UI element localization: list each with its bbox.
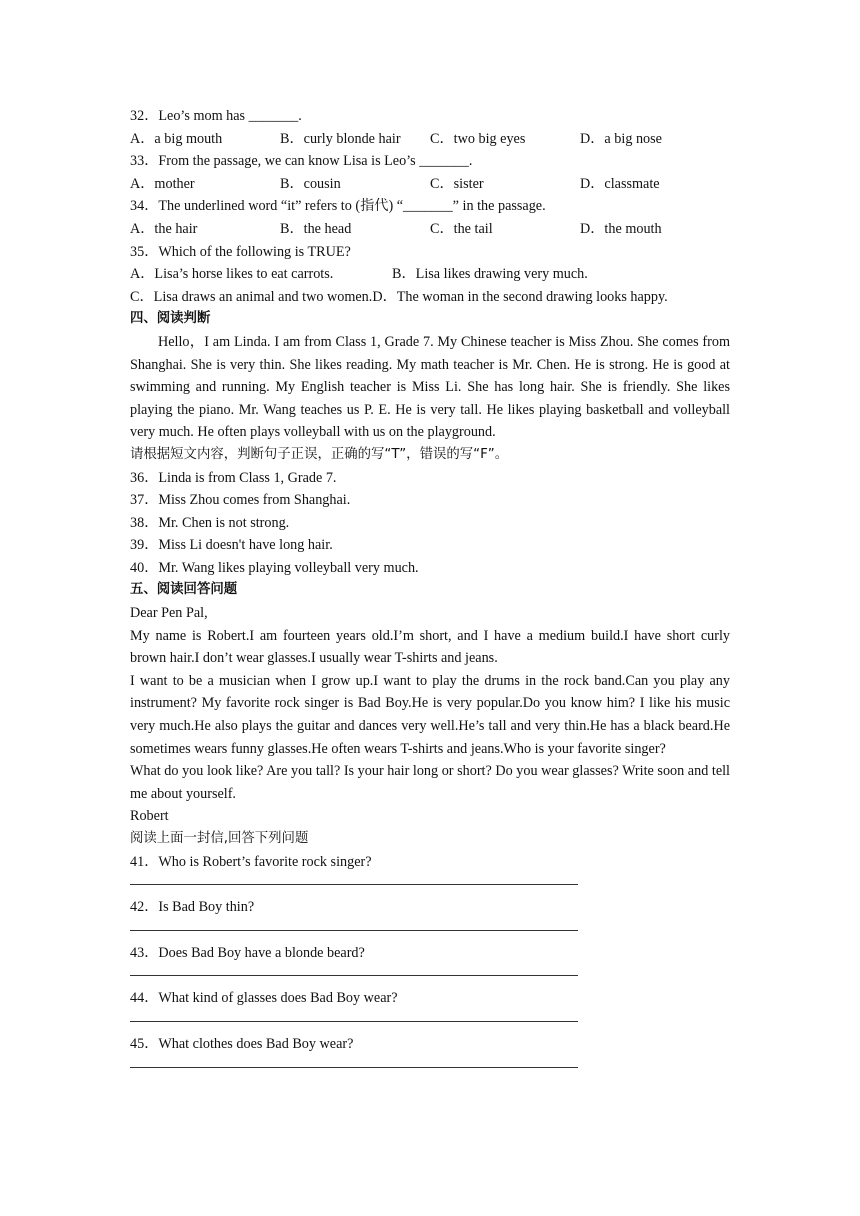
question-45: 45．What clothes does Bad Boy wear? <box>130 1035 354 1052</box>
document-content <box>130 105 730 1079</box>
letter-signature: Robert <box>130 808 169 825</box>
letter-paragraph-3: What do you look like? Are you tall? Is your hair long or short? Do you wear glasses? Write soon and tell me about yourself. <box>130 763 730 802</box>
question-35-options-cd <box>130 286 730 309</box>
option-d: D．The woman in the second drawing looks happy. <box>372 288 668 305</box>
option-a: A．the hair <box>130 220 198 237</box>
answer-line-42[interactable] <box>130 919 578 931</box>
question-32-options <box>130 128 730 151</box>
option-b: B．cousin <box>280 175 341 192</box>
option-c: C．two big eyes <box>430 130 526 147</box>
question-34-stem: 34．The underlined word “it” refers to (指代) “_______” in the passage. <box>130 198 546 215</box>
option-c: C．sister <box>430 175 484 192</box>
question-41: 41．Who is Robert’s favorite rock singer? <box>130 853 372 870</box>
option-a: A．a big mouth <box>130 130 223 147</box>
answer-line-44[interactable] <box>130 1010 578 1022</box>
letter-paragraph-2: I want to be a musician when I grow up.I want to play the drums in the rock band.Can you play any instrument? My favorite rock singer is Bad Boy.He is very popular.Do you know him? I like his music very much.He also plays the guitar and dances very well.He’s tall and very thin.He has a black beard.He sometimes wears funny glasses.He often wears T-shirts and jeans.Who is your favorite singer? <box>130 672 730 757</box>
answer-line-45[interactable] <box>130 1056 578 1068</box>
question-44: 44．What kind of glasses does Bad Boy wear? <box>130 990 398 1007</box>
question-43: 43．Does Bad Boy have a blonde beard? <box>130 944 365 961</box>
statement-36: 36．Linda is from Class 1, Grade 7. <box>130 469 337 486</box>
statement-40: 40．Mr. Wang likes playing volleyball very much. <box>130 559 419 576</box>
section-4-heading: 四、阅读判断 <box>130 311 211 327</box>
section-4-instruction: 请根据短文内容，判断句子正误，正确的写“T”，错误的写“F”。 <box>130 446 509 462</box>
statement-37: 37．Miss Zhou comes from Shanghai. <box>130 492 351 509</box>
question-33-stem: 33．From the passage, we can know Lisa is Leo’s _______. <box>130 153 473 170</box>
option-a: A．mother <box>130 175 195 192</box>
section-5-heading: 五、阅读回答问题 <box>130 582 238 598</box>
option-d: D．a big nose <box>580 130 662 147</box>
question-35-stem: 35．Which of the following is TRUE? <box>130 243 351 260</box>
option-c: C．the tail <box>430 220 493 237</box>
option-b: B．curly blonde hair <box>280 130 401 147</box>
question-35-options-ab <box>130 263 730 286</box>
statement-38: 38．Mr. Chen is not strong. <box>130 514 290 531</box>
section-5-instruction: 阅读上面一封信,回答下列问题 <box>130 831 309 846</box>
question-33-options <box>130 173 730 196</box>
option-a: A．Lisa’s horse likes to eat carrots. <box>130 266 334 283</box>
letter-greeting: Dear Pen Pal, <box>130 605 208 622</box>
option-d: D．the mouth <box>580 220 662 237</box>
letter-paragraph-1: My name is Robert.I am fourteen years old.I’m short, and I have a medium build.I have short curly brown hair.I don’t wear glasses.I usually wear T-shirts and jeans. <box>130 627 730 667</box>
answer-line-41[interactable] <box>130 873 578 885</box>
answer-line-43[interactable] <box>130 964 578 976</box>
option-b: B．the head <box>280 220 352 237</box>
statement-39: 39．Miss Li doesn't have long hair. <box>130 537 333 554</box>
question-32-stem: 32．Leo’s mom has _______. <box>130 108 302 124</box>
section-4-passage: Hello，I am Linda. I am from Class 1, Grade 7. My Chinese teacher is Miss Zhou. She comes from Shanghai. She is very thin. She likes reading. My math teacher is Mr. Chen. He is strong. He is good at swimming and running. My English teacher is Miss Li. She has long hair. She is friendly. She likes playing the piano. Mr. Wang teaches us P. E. He is very tall. He likes playing basketball and volleyball very much. He often plays volleyball with us on the playground. <box>130 333 730 441</box>
option-c: C．Lisa draws an animal and two women. <box>130 288 373 305</box>
question-42: 42．Is Bad Boy thin? <box>130 899 255 916</box>
option-d: D．classmate <box>580 175 660 192</box>
question-34-options <box>130 218 730 241</box>
option-b: B．Lisa likes drawing very much. <box>392 266 588 283</box>
